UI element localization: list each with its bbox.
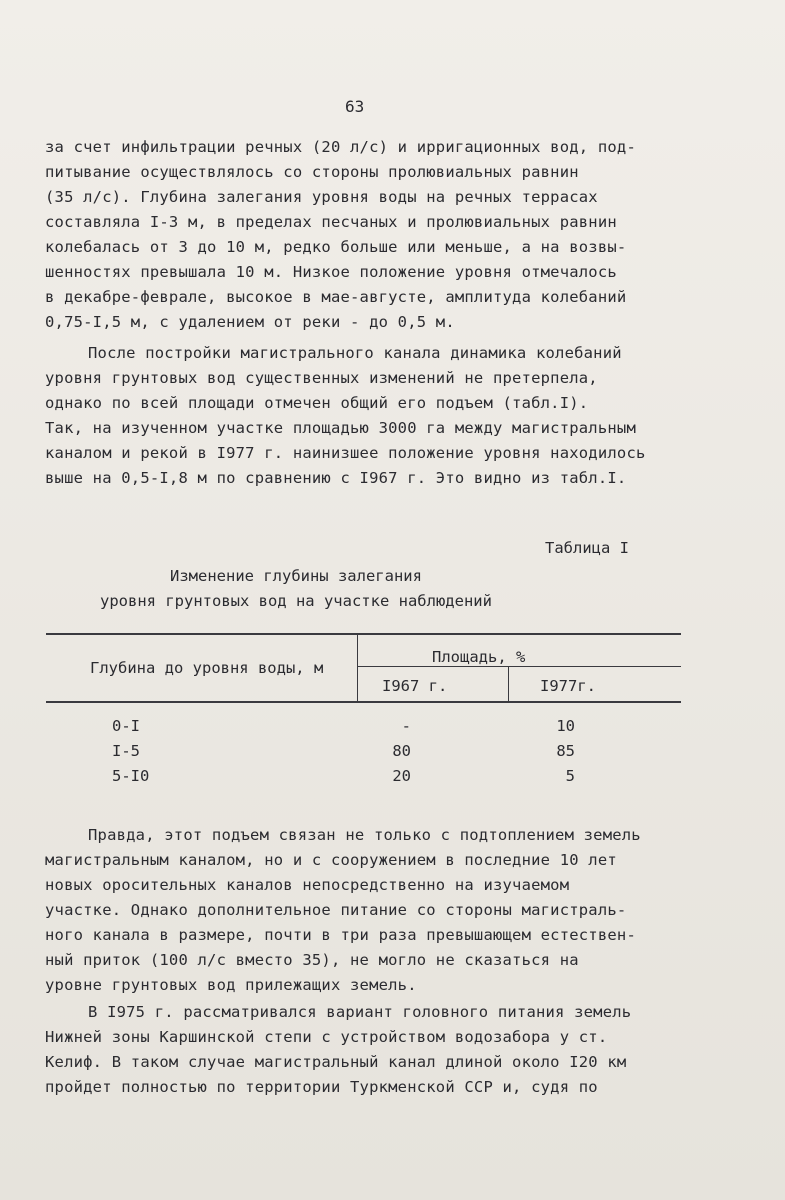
- text-line: каналом и рекой в I977 г. наинизшее положение уровня находилось: [45, 444, 646, 462]
- cell-depth: 5-I0: [112, 767, 150, 785]
- text-line: (35 л/с). Глубина залегания уровня воды на речных террасах: [45, 188, 598, 206]
- cell-depth: 0-I: [112, 717, 140, 735]
- text-line: ного канала в размере, почти в три раза превышающем естествен-: [45, 926, 636, 944]
- page-number: 63: [345, 97, 365, 116]
- table-title-line-1: Изменение глубины залегания: [170, 567, 422, 585]
- cell-1977: 5: [565, 767, 575, 785]
- table-title-line-2: уровня грунтовых вод на участке наблюдений: [100, 592, 492, 610]
- cell-1967: 20: [392, 767, 411, 785]
- text-line: ный приток (100 л/с вместо 35), не могло не сказаться на: [45, 951, 579, 969]
- table-label: Таблица I: [545, 539, 629, 557]
- text-line: Келиф. В таком случае магистральный канал длиной около I20 км: [45, 1053, 627, 1071]
- text-line: пройдет полностью по территории Туркменской ССР и, судя по: [45, 1078, 598, 1096]
- text-line: питывание осуществлялось со стороны пролювиальных равнин: [45, 163, 579, 181]
- text-line: колебалась от 3 до 10 м, редко больше или меньше, а на возвы-: [45, 238, 627, 256]
- text-line: После постройки магистрального канала динамика колебаний: [88, 344, 622, 362]
- text-line: шенностях превышала 10 м. Низкое положение уровня отмечалось: [45, 263, 617, 281]
- text-line: однако по всей площади отмечен общий его подъем (табл.I).: [45, 394, 589, 412]
- header-depth: Глубина до уровня воды, м: [90, 659, 324, 677]
- cell-1967: 80: [392, 742, 411, 760]
- table-top-rule: [46, 633, 681, 635]
- text-line: новых оросительных каналов непосредственно на изучаемом: [45, 876, 570, 894]
- table-vertical-rule-2: [508, 667, 509, 702]
- table-header-bottom-rule: [46, 701, 681, 703]
- text-line: составляла I-3 м, в пределах песчаных и пролювиальных равнин: [45, 213, 617, 231]
- cell-1977: 10: [556, 717, 575, 735]
- text-line: выше на 0,5-I,8 м по сравнению с I967 г. Это видно из табл.I.: [45, 469, 627, 487]
- cell-1977: 85: [556, 742, 575, 760]
- cell-1967: -: [401, 717, 411, 735]
- table-vertical-rule: [357, 635, 358, 702]
- table-subheader-rule: [358, 666, 681, 667]
- header-area: Площадь, %: [432, 648, 526, 666]
- text-line: Правда, этот подъем связан не только с подтоплением земель: [88, 826, 641, 844]
- text-line: Так, на изученном участке площадью 3000 га между магистральным: [45, 419, 636, 437]
- text-line: 0,75-I,5 м, с удалением от реки - до 0,5 м.: [45, 313, 455, 331]
- text-line: за счет инфильтрации речных (20 л/с) и ирригационных вод, под-: [45, 138, 636, 156]
- header-1967: I967 г.: [382, 677, 448, 695]
- cell-depth: I-5: [112, 742, 140, 760]
- text-line: уровне грунтовых вод прилежащих земель.: [45, 976, 417, 994]
- text-line: уровня грунтовых вод существенных изменений не претерпела,: [45, 369, 598, 387]
- header-1977: I977г.: [540, 677, 596, 695]
- text-line: в декабре-феврале, высокое в мае-августе, амплитуда колебаний: [45, 288, 627, 306]
- text-line: В I975 г. рассматривался вариант головного питания земель: [88, 1003, 632, 1021]
- text-line: магистральным каналом, но и с сооружением в последние 10 лет: [45, 851, 617, 869]
- text-line: Нижней зоны Каршинской степи с устройством водозабора у ст.: [45, 1028, 608, 1046]
- text-line: участке. Однако дополнительное питание со стороны магистраль-: [45, 901, 627, 919]
